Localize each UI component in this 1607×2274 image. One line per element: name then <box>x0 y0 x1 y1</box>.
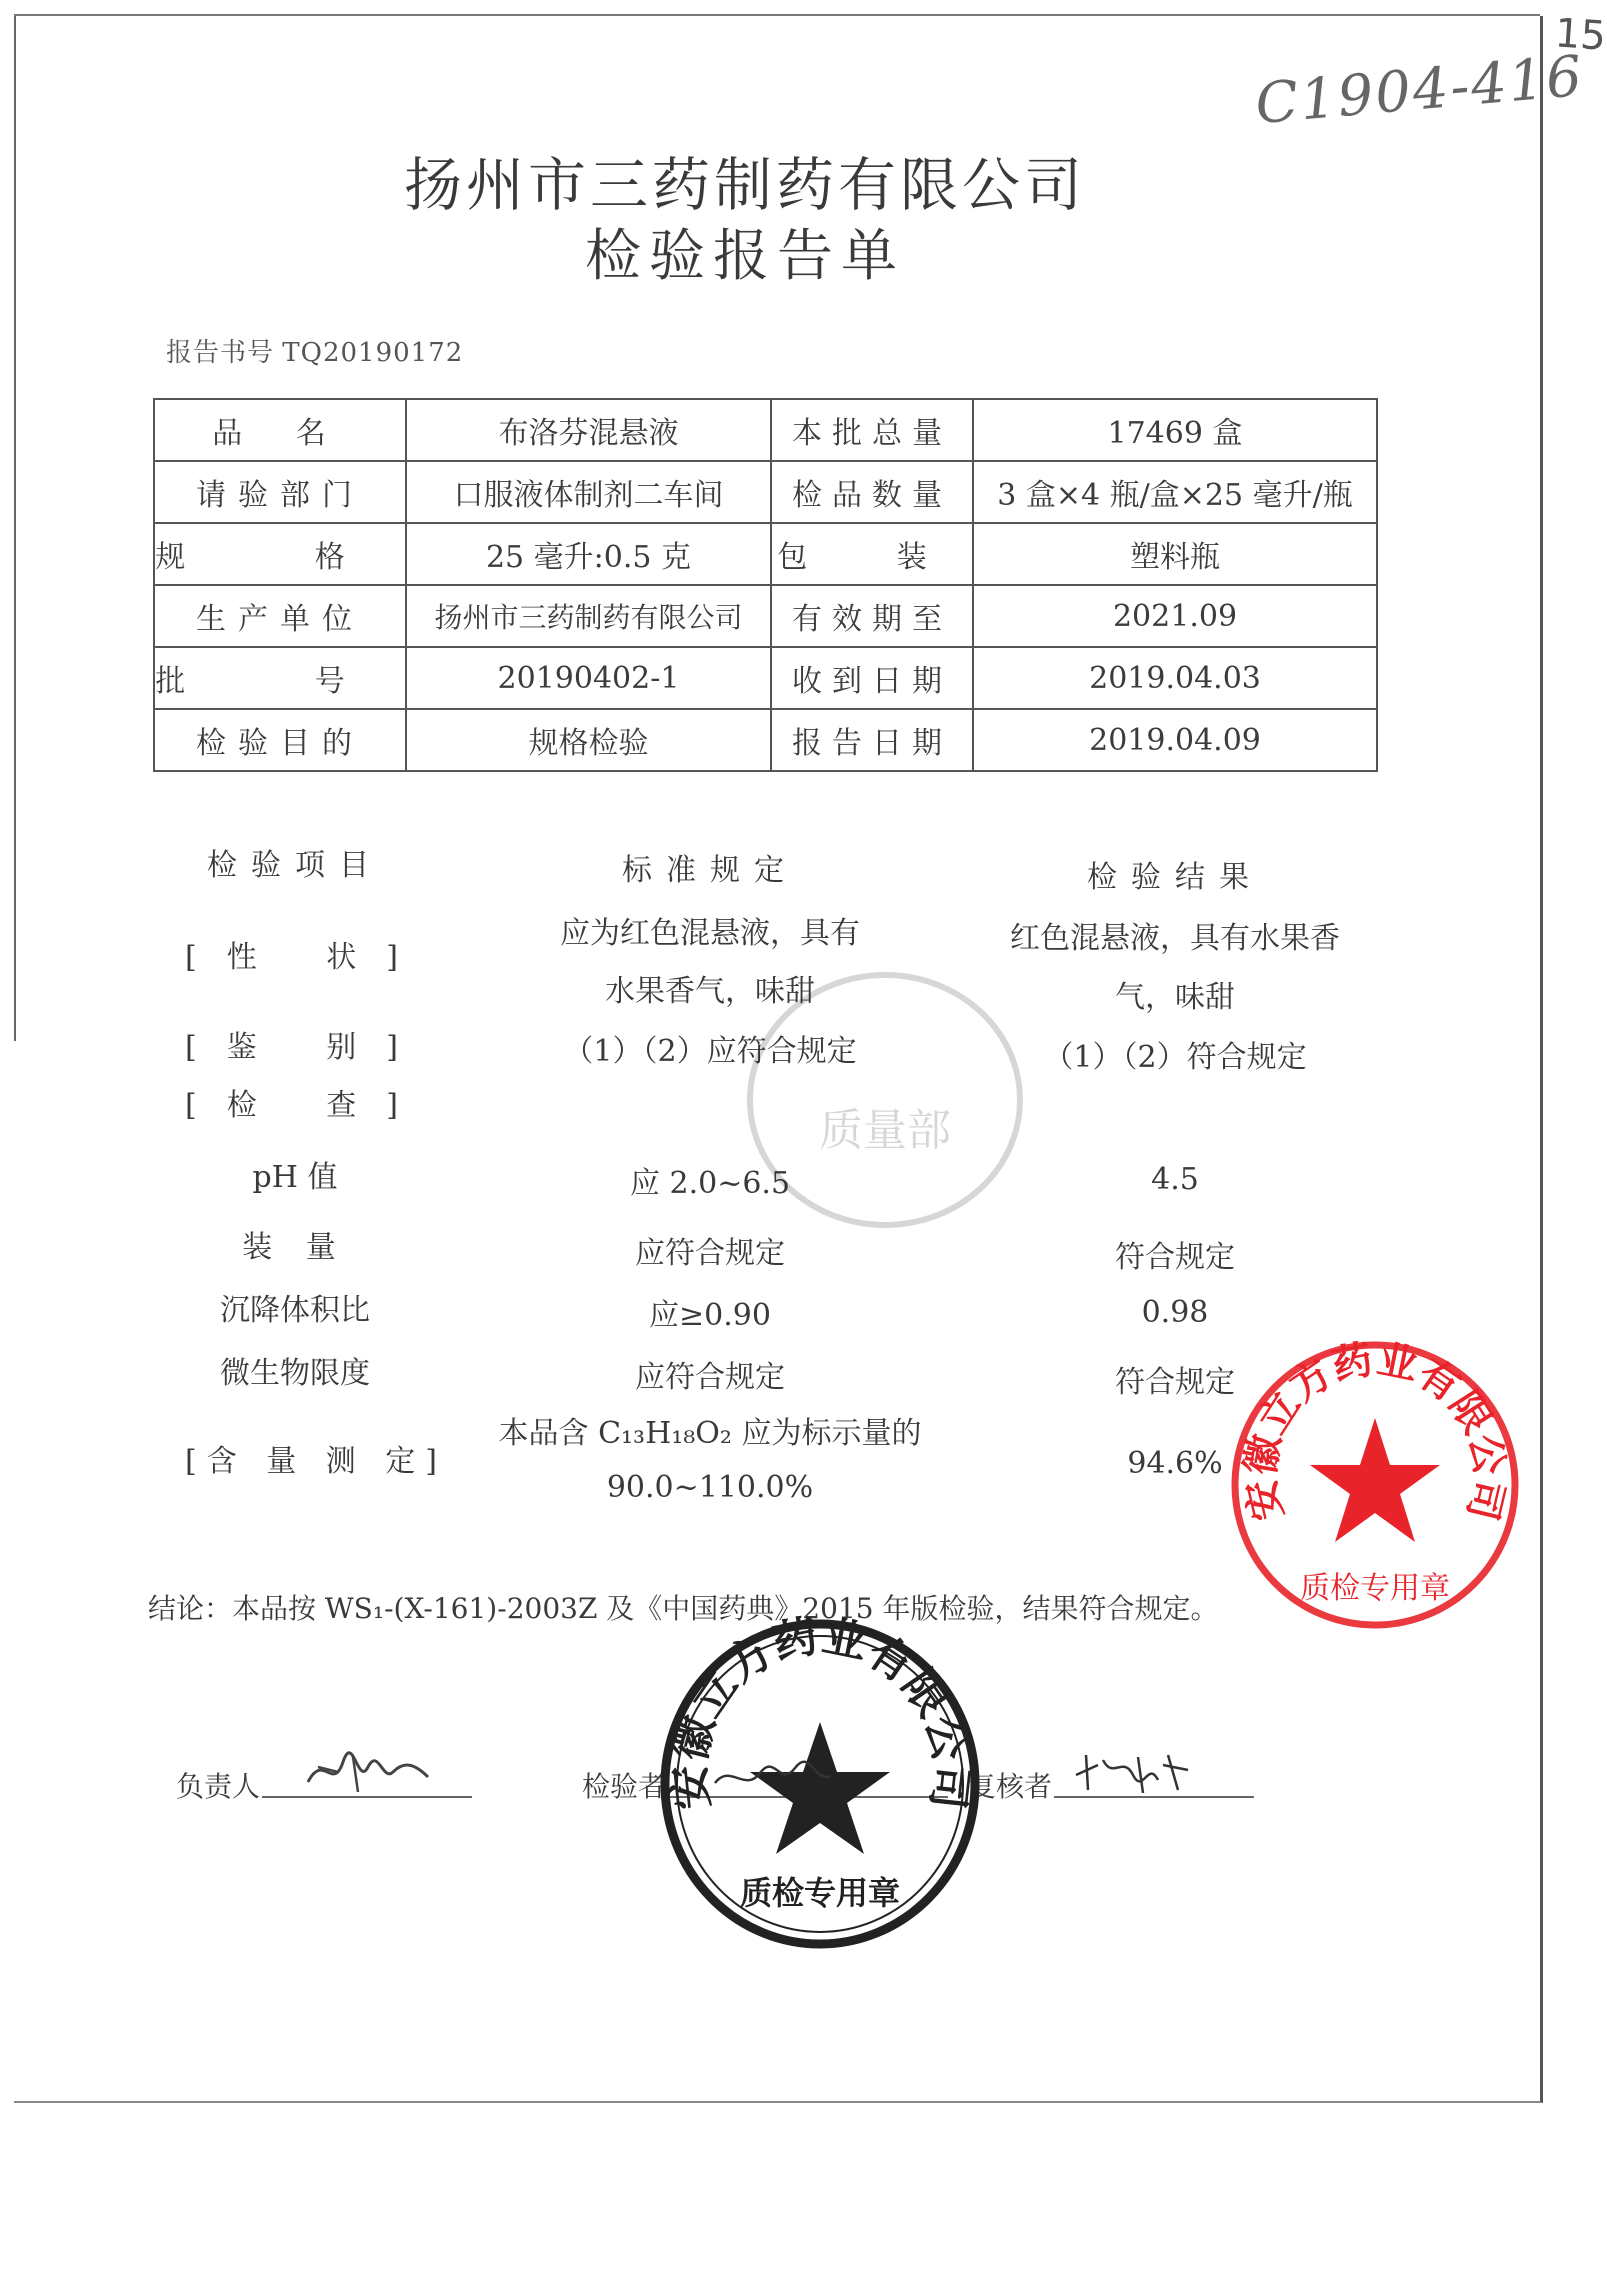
maker-value: 扬州市三药制药有限公司 <box>406 585 771 647</box>
red-stamp-text: 安徽立方药业有限公司 <box>1236 1335 1514 1525</box>
purpose-value: 规格检验 <box>406 709 771 771</box>
ph-standard: 应 2.0~6.5 <box>629 1166 791 1201</box>
received-value: 2019.04.03 <box>973 647 1377 709</box>
package-label: 包 装 <box>771 523 973 585</box>
batch-label: 批 号 <box>154 647 406 709</box>
report-number-value: TQ20190172 <box>282 338 464 368</box>
black-stamp-text: 安徽立方药业有限公司 <box>663 1612 977 1812</box>
corner-page-number: 15 <box>1553 10 1607 60</box>
red-stamp-bottom: 质检专用章 <box>1300 1571 1450 1606</box>
identification-standard: （1）（2）应符合规定 <box>563 1034 857 1069</box>
assay-standard-2: 90.0~110.0% <box>606 1470 814 1505</box>
report-date-label: 报告日期 <box>771 709 973 771</box>
batch-value: 20190402-1 <box>406 647 771 709</box>
handwritten-code: C1904-416 <box>1252 43 1587 138</box>
faded-stamp <box>735 960 1035 1240</box>
appearance-item: [性 状] <box>185 940 428 975</box>
ph-item: pH 值 <box>252 1160 338 1195</box>
red-seal-stamp <box>1220 1330 1530 1640</box>
assay-result: 94.6% <box>1127 1446 1223 1481</box>
header-item: 检验项目 <box>207 848 383 883</box>
expiry-label: 有效期至 <box>771 585 973 647</box>
document-title: 检验报告单 <box>585 224 905 289</box>
expiry-value: 2021.09 <box>973 585 1377 647</box>
sedimentation-result: 0.98 <box>1141 1295 1209 1330</box>
faded-stamp-text: 质量部 <box>819 1105 951 1156</box>
identification-result: （1）（2）符合规定 <box>1043 1040 1307 1075</box>
spec-label: 规 格 <box>154 523 406 585</box>
appearance-result-2: 气，味甜 <box>1115 980 1235 1015</box>
product-label: 品 名 <box>154 399 406 461</box>
dept-label: 请验部门 <box>154 461 406 523</box>
conclusion-text: 结论：本品按 WS₁-(X-161)-2003Z 及《中国药典》2015 年版检验，结果符合规定。 <box>148 1592 1219 1625</box>
inspection-item: [检 查] <box>185 1088 428 1123</box>
fill-standard: 应符合规定 <box>635 1236 785 1271</box>
sedimentation-standard: 应≥0.90 <box>649 1298 771 1333</box>
company-title: 扬州市三药制药有限公司 <box>403 151 1086 219</box>
inspector-label: 检验者 <box>582 1770 667 1803</box>
dept-value: 口服液体制剂二车间 <box>406 461 771 523</box>
black-stamp-bottom: 质检专用章 <box>739 1874 901 1912</box>
batch-total-value: 17469 盒 <box>973 399 1377 461</box>
report-number-label: 报告书号 <box>166 338 275 368</box>
report-date-value: 2019.04.09 <box>973 709 1377 771</box>
header-standard: 标准规定 <box>622 853 798 888</box>
sedimentation-item: 沉降体积比 <box>220 1293 370 1328</box>
product-value: 布洛芬混悬液 <box>406 399 771 461</box>
header-result: 检验结果 <box>1087 860 1263 895</box>
responsible-label: 负责人 <box>176 1770 261 1803</box>
appearance-standard-1: 应为红色混悬液，具有 <box>560 916 860 951</box>
inspector-signature <box>705 1748 835 1803</box>
microbial-result: 符合规定 <box>1115 1365 1235 1400</box>
appearance-standard-2: 水果香气，味甜 <box>605 974 815 1009</box>
package-value: 塑料瓶 <box>973 523 1377 585</box>
spec-value: 25 毫升:0.5 克 <box>406 523 771 585</box>
assay-item: [含 量 测 定] <box>185 1444 448 1479</box>
microbial-item: 微生物限度 <box>220 1356 370 1391</box>
reviewer-label: 复核者 <box>968 1770 1053 1803</box>
appearance-result-1: 红色混悬液，具有水果香 <box>1010 921 1340 956</box>
batch-total-label: 本批总量 <box>771 399 973 461</box>
responsible-signature <box>298 1742 438 1802</box>
sample-qty-value: 3 盒×4 瓶/盒×25 毫升/瓶 <box>973 461 1377 523</box>
identification-item: [鉴 别] <box>185 1030 428 1065</box>
ph-result: 4.5 <box>1151 1162 1199 1197</box>
received-label: 收到日期 <box>771 647 973 709</box>
fill-item: 装 量 <box>242 1230 348 1265</box>
purpose-label: 检验目的 <box>154 709 406 771</box>
sample-qty-label: 检品数量 <box>771 461 973 523</box>
fill-result: 符合规定 <box>1115 1240 1235 1275</box>
maker-label: 生产单位 <box>154 585 406 647</box>
reviewer-signature <box>1068 1745 1198 1800</box>
assay-standard-1: 本品含 C₁₃H₁₈O₂ 应为标示量的 <box>498 1416 922 1451</box>
microbial-standard: 应符合规定 <box>635 1360 785 1395</box>
